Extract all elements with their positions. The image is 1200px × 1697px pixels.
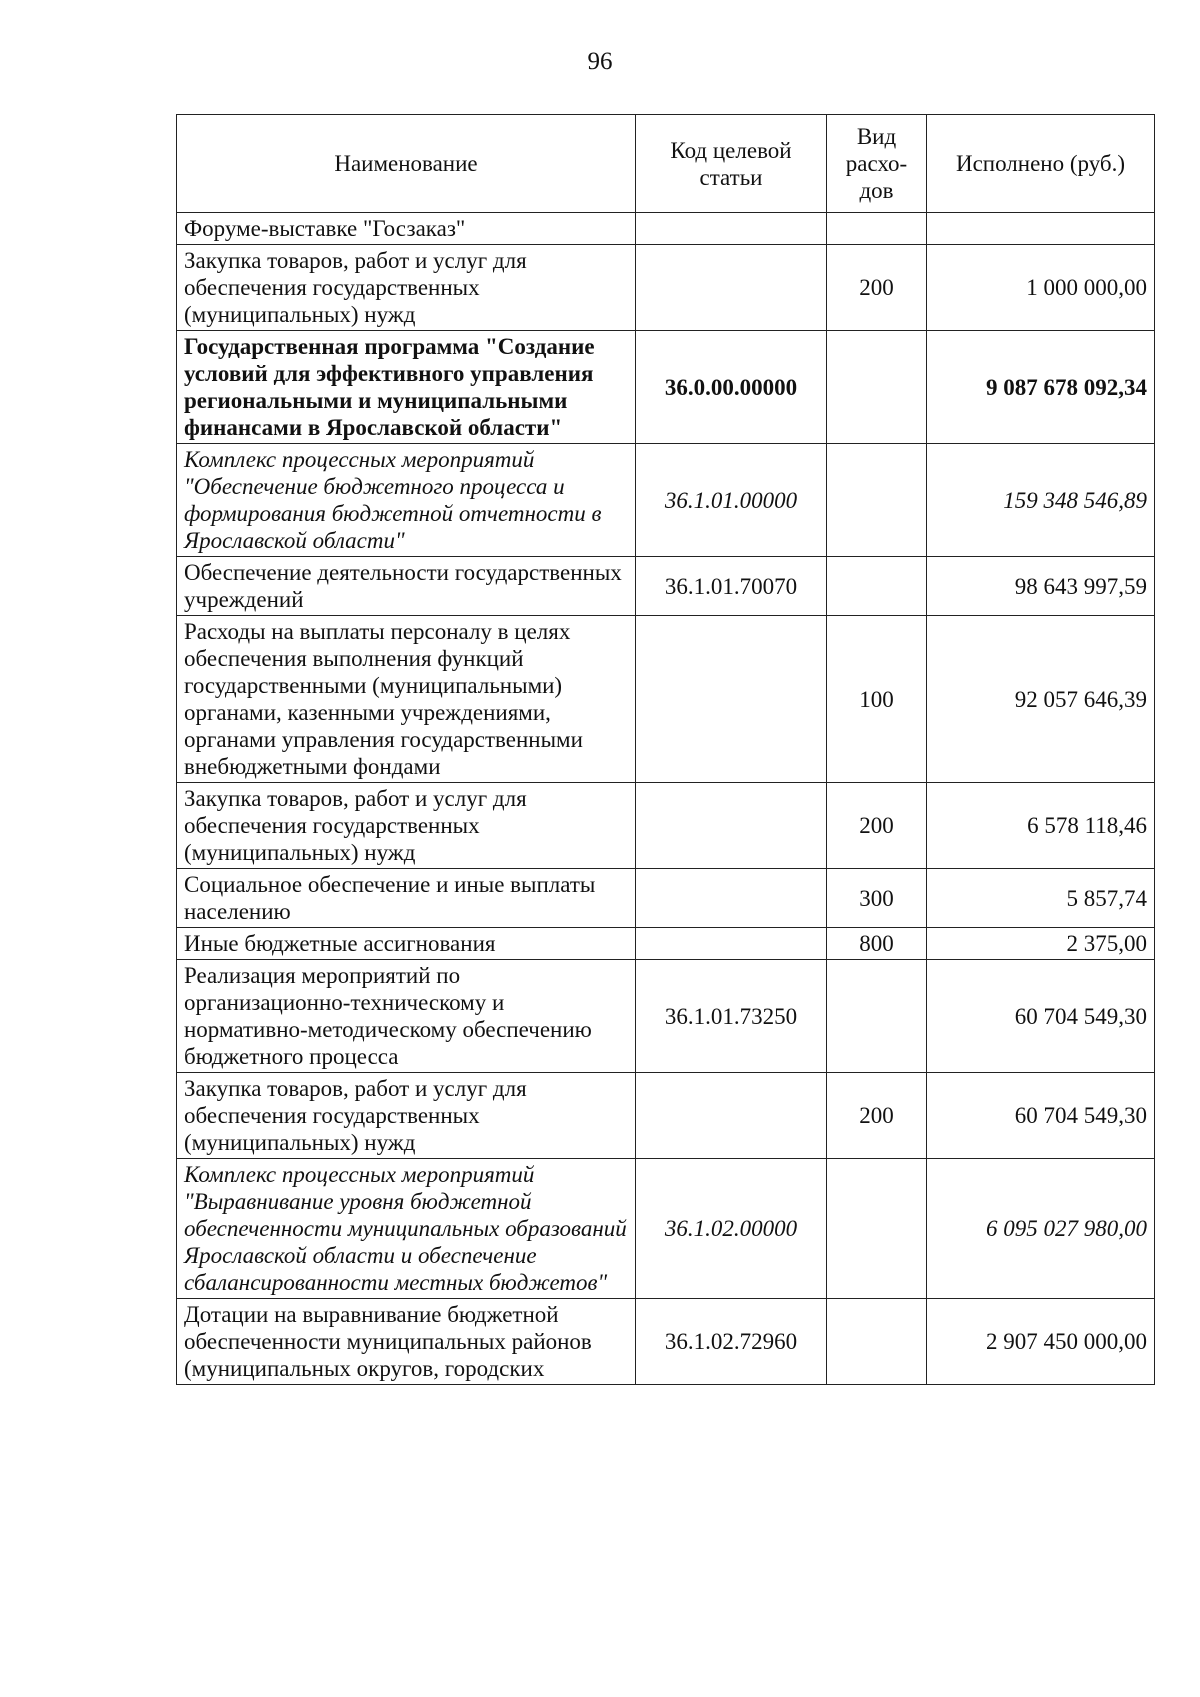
table-row xyxy=(177,1299,1155,1385)
row-done-cell: 92 057 646,39 xyxy=(927,616,1155,783)
row-kind-cell: 800 xyxy=(827,928,927,960)
row-kind-cell: 200 xyxy=(827,783,927,869)
row-kind-cell xyxy=(827,557,927,616)
table-row xyxy=(177,960,1155,1073)
row-code-cell xyxy=(636,928,827,960)
row-name-cell: Закупка товаров, работ и услуг для обеспечения государственных (муниципальных) нужд xyxy=(177,783,636,869)
table-row xyxy=(177,783,1155,869)
row-code-cell xyxy=(636,1073,827,1159)
row-name-cell: Дотации на выравнивание бюджетной обеспеченности муниципальных районов (муниципальных округов, городских xyxy=(177,1299,636,1385)
row-name-cell: Закупка товаров, работ и услуг для обеспечения государственных (муниципальных) нужд xyxy=(177,1073,636,1159)
table-row xyxy=(177,869,1155,928)
row-kind-cell: 200 xyxy=(827,245,927,331)
row-code-cell: 36.1.02.72960 xyxy=(636,1299,827,1385)
header-name: Наименование xyxy=(177,115,636,213)
row-kind-cell xyxy=(827,960,927,1073)
row-kind-cell xyxy=(827,213,927,245)
row-kind-cell: 300 xyxy=(827,869,927,928)
row-kind-cell xyxy=(827,444,927,557)
table-body xyxy=(177,213,1155,1385)
header-kind: Вид расхо-дов xyxy=(827,115,927,213)
row-name-cell: Обеспечение деятельности государственных учреждений xyxy=(177,557,636,616)
row-code-cell: 36.1.02.00000 xyxy=(636,1159,827,1299)
row-kind-cell xyxy=(827,331,927,444)
row-done-cell: 2 375,00 xyxy=(927,928,1155,960)
row-code-cell: 36.0.00.00000 xyxy=(636,331,827,444)
row-code-cell: 36.1.01.00000 xyxy=(636,444,827,557)
table-row xyxy=(177,1073,1155,1159)
row-code-cell xyxy=(636,783,827,869)
row-code-cell xyxy=(636,616,827,783)
row-done-cell: 60 704 549,30 xyxy=(927,1073,1155,1159)
row-name-cell: Комплекс процессных мероприятий "Обеспечение бюджетного процесса и формирования бюджетной отчетности в Ярославской области" xyxy=(177,444,636,557)
table-row xyxy=(177,444,1155,557)
row-kind-cell: 100 xyxy=(827,616,927,783)
row-done-cell xyxy=(927,213,1155,245)
table-header-row xyxy=(177,115,1155,213)
row-done-cell: 9 087 678 092,34 xyxy=(927,331,1155,444)
row-kind-cell xyxy=(827,1299,927,1385)
row-code-cell: 36.1.01.73250 xyxy=(636,960,827,1073)
table-row xyxy=(177,557,1155,616)
header-done: Исполнено (руб.) xyxy=(927,115,1155,213)
row-name-cell: Иные бюджетные ассигнования xyxy=(177,928,636,960)
row-code-cell xyxy=(636,869,827,928)
row-code-cell xyxy=(636,245,827,331)
row-name-cell: Закупка товаров, работ и услуг для обеспечения государственных (муниципальных) нужд xyxy=(177,245,636,331)
table-row xyxy=(177,1159,1155,1299)
row-kind-cell xyxy=(827,1159,927,1299)
row-done-cell: 1 000 000,00 xyxy=(927,245,1155,331)
table-row xyxy=(177,245,1155,331)
row-kind-cell: 200 xyxy=(827,1073,927,1159)
row-done-cell: 6 578 118,46 xyxy=(927,783,1155,869)
table-row xyxy=(177,213,1155,245)
row-done-cell: 60 704 549,30 xyxy=(927,960,1155,1073)
row-done-cell: 98 643 997,59 xyxy=(927,557,1155,616)
row-done-cell: 5 857,74 xyxy=(927,869,1155,928)
table-row xyxy=(177,331,1155,444)
row-name-cell: Комплекс процессных мероприятий "Выравнивание уровня бюджетной обеспеченности муниципальных образований Ярославской области и обеспечение сбалансированности местных бюджетов" xyxy=(177,1159,636,1299)
row-name-cell: Государственная программа "Создание условий для эффективного управления региональными и муниципальными финансами в Ярославской области" xyxy=(177,331,636,444)
table-row xyxy=(177,616,1155,783)
row-done-cell: 6 095 027 980,00 xyxy=(927,1159,1155,1299)
row-name-cell: Социальное обеспечение и иные выплаты населению xyxy=(177,869,636,928)
row-code-cell: 36.1.01.70070 xyxy=(636,557,827,616)
row-done-cell: 159 348 546,89 xyxy=(927,444,1155,557)
table-row xyxy=(177,928,1155,960)
header-code: Код целевой статьи xyxy=(636,115,827,213)
expenditure-table xyxy=(176,114,1155,1385)
row-name-cell: Расходы на выплаты персоналу в целях обеспечения выполнения функций государственными (муниципальными) органами, казенными учреждениями, органами управления государственными внебюджетными фондами xyxy=(177,616,636,783)
page-number: 96 xyxy=(587,48,613,75)
row-name-cell: Реализация мероприятий по организационно-техническому и нормативно-методическому обеспечению бюджетного процесса xyxy=(177,960,636,1073)
row-code-cell xyxy=(636,213,827,245)
row-done-cell: 2 907 450 000,00 xyxy=(927,1299,1155,1385)
row-name-cell: Форуме-выставке "Госзаказ" xyxy=(177,213,636,245)
